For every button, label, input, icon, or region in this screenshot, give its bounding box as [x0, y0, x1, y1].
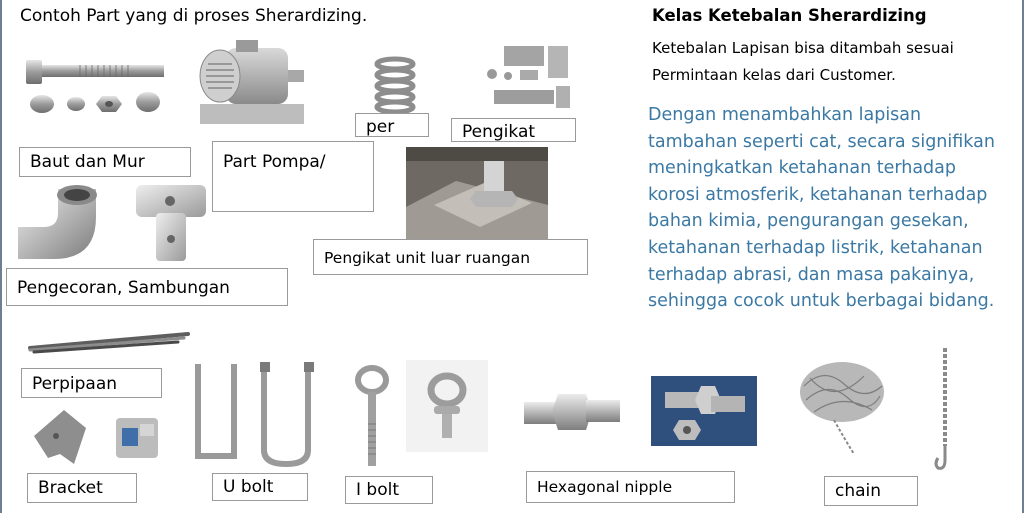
left-border [0, 0, 2, 513]
thickness-note-line-2: Permintaan kelas dari Customer. [652, 66, 896, 84]
label-bolt-and-nut: Baut dan Mur [19, 147, 191, 177]
label-piping: Perpipaan [21, 368, 162, 398]
pipes-image [26, 328, 194, 354]
benefit-line: korosi atmosferik, ketahanan terhadap [648, 184, 988, 205]
thickness-class-title: Kelas Ketebalan Sherardizing [652, 6, 927, 25]
label-u-bolt: U bolt [212, 473, 308, 501]
spring-image [372, 56, 418, 114]
label-chain: chain [824, 476, 918, 506]
benefit-line: sehingga cocok untuk berbagai bidang. [648, 291, 995, 312]
bolt-and-nut-image [20, 52, 170, 124]
tee-fitting-image [134, 183, 208, 263]
label-fastener: Pengikat [451, 118, 576, 142]
eye-bolt-image [352, 364, 392, 470]
label-spring: per [355, 113, 429, 137]
benefit-line: terhadap abrasi, dan masa pakainya, [648, 264, 975, 285]
hanging-chain-image [932, 346, 958, 476]
page-heading: Contoh Part yang di proses Sherardizing. [20, 6, 368, 26]
label-pump-part: Part Pompa/ [212, 141, 374, 212]
casting-elbow-image [14, 183, 106, 263]
u-bolt-image [188, 360, 328, 470]
hexagonal-nipple-image [522, 388, 622, 434]
benefit-line: tambahan seperti cat, secara signifikan [648, 131, 995, 152]
pump-part-image [196, 36, 308, 130]
chain-pile-image [794, 356, 888, 460]
bracket-image [30, 406, 164, 470]
label-casting-connection: Pengecoran, Sambungan [6, 268, 288, 306]
benefit-line: bahan kimia, pengurangan gesekan, [648, 211, 969, 232]
thickness-note-line-1: Ketebalan Lapisan bisa ditambah sesuai [652, 39, 954, 57]
label-hexagonal-nipple: Hexagonal nipple [526, 471, 735, 503]
fastener-hardware-image [484, 40, 580, 112]
benefit-line: Dengan menambahkan lapisan [648, 105, 922, 125]
label-outdoor-unit-fastener: Pengikat unit luar ruangan [313, 239, 588, 275]
hex-nipple-with-nuts-image [651, 376, 757, 446]
benefit-line: ketahanan terhadap listrik, ketahanan [648, 237, 983, 258]
eye-bolt-closeup-image [406, 360, 488, 452]
outdoor-unit-fastener-image [406, 147, 548, 239]
label-bracket: Bracket [27, 473, 137, 503]
label-i-bolt: I bolt [345, 476, 433, 504]
benefit-line: meningkatkan ketahanan terhadap [648, 158, 957, 179]
coating-benefit-paragraph [648, 102, 1020, 315]
